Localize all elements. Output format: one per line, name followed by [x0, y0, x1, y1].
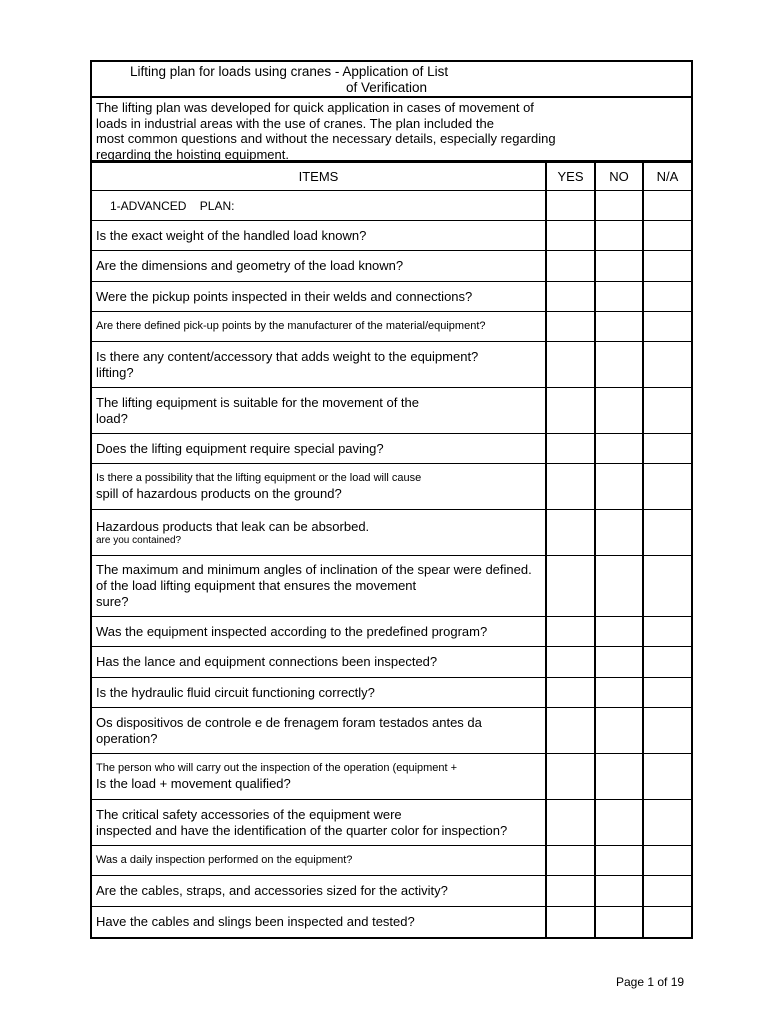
- question-text: [92, 388, 546, 434]
- section-label: 1-ADVANCED PLAN:: [92, 191, 546, 221]
- question-line: of the load lifting equipment that ensures the movement: [96, 578, 417, 593]
- na-checkbox-cell[interactable]: [643, 221, 691, 251]
- na-checkbox-cell[interactable]: [643, 846, 691, 876]
- question-line: The person who will carry out the inspection of the operation (equipment +: [96, 762, 458, 774]
- section-na-cell[interactable]: [643, 191, 691, 221]
- no-checkbox-cell[interactable]: [595, 464, 643, 510]
- question-text: [92, 464, 546, 510]
- na-checkbox-cell[interactable]: [643, 647, 691, 678]
- question-line: lifting?: [96, 364, 134, 380]
- no-checkbox-cell[interactable]: [595, 754, 643, 800]
- page-number: Page 1 of 19: [616, 975, 685, 989]
- question-text: [92, 647, 546, 678]
- checklist-row: [92, 708, 691, 754]
- section-row: [92, 191, 691, 221]
- question-text: [92, 708, 546, 754]
- yes-checkbox-cell[interactable]: [546, 708, 595, 754]
- checklist-row: [92, 678, 691, 708]
- column-header-no: NO: [595, 163, 643, 191]
- no-checkbox-cell[interactable]: [595, 312, 643, 342]
- question-line: Is the exact weight of the handled load known?: [96, 227, 367, 243]
- yes-checkbox-cell[interactable]: [546, 876, 595, 907]
- yes-checkbox-cell[interactable]: [546, 617, 595, 647]
- question-line: Is there any content/accessory that adds weight to the equipment?: [96, 348, 479, 364]
- no-checkbox-cell[interactable]: [595, 510, 643, 556]
- question-text: [92, 221, 546, 251]
- question-text: [92, 907, 546, 937]
- question-line: Was the equipment inspected according to the predefined program?: [96, 623, 488, 639]
- column-header-na: N/A: [643, 163, 691, 191]
- question-line: Has the lance and equipment connections been inspected?: [96, 654, 438, 669]
- title-line-1: Lifting plan for loads using cranes - Application of List: [130, 64, 449, 79]
- table-header-row: [92, 163, 691, 191]
- no-checkbox-cell[interactable]: [595, 907, 643, 937]
- section-yes-cell[interactable]: [546, 191, 595, 221]
- question-text: [92, 556, 546, 617]
- checklist-row: [92, 342, 691, 388]
- question-line: are you contained?: [96, 535, 182, 546]
- yes-checkbox-cell[interactable]: [546, 251, 595, 282]
- na-checkbox-cell[interactable]: [643, 282, 691, 312]
- no-checkbox-cell[interactable]: [595, 434, 643, 464]
- no-checkbox-cell[interactable]: [595, 800, 643, 846]
- na-checkbox-cell[interactable]: [643, 342, 691, 388]
- question-text: [92, 754, 546, 800]
- yes-checkbox-cell[interactable]: [546, 846, 595, 876]
- question-line: Was a daily inspection performed on the equipment?: [96, 854, 353, 866]
- question-line: Is the load + movement qualified?: [96, 776, 291, 791]
- question-line: Are the cables, straps, and accessories sized for the activity?: [96, 883, 448, 898]
- no-checkbox-cell[interactable]: [595, 876, 643, 907]
- na-checkbox-cell[interactable]: [643, 251, 691, 282]
- checklist-row: [92, 907, 691, 937]
- question-line: spill of hazardous products on the ground?: [96, 486, 342, 501]
- checklist-row: [92, 388, 691, 434]
- no-checkbox-cell[interactable]: [595, 846, 643, 876]
- na-checkbox-cell[interactable]: [643, 388, 691, 434]
- question-line: Hazardous products that leak can be absorbed.: [96, 519, 370, 534]
- checklist-row: [92, 312, 691, 342]
- question-text: [92, 876, 546, 907]
- no-checkbox-cell[interactable]: [595, 556, 643, 617]
- intro-line-3: most common questions and without the necessary details, especially regarding: [96, 131, 556, 146]
- yes-checkbox-cell[interactable]: [546, 556, 595, 617]
- yes-checkbox-cell[interactable]: [546, 221, 595, 251]
- checklist-row: [92, 434, 691, 464]
- no-checkbox-cell[interactable]: [595, 282, 643, 312]
- question-line: Does the lifting equipment require special paving?: [96, 440, 384, 456]
- question-line: operation?: [96, 730, 158, 746]
- question-line: Is there a possibility that the lifting equipment or the load will cause: [96, 472, 422, 484]
- no-checkbox-cell[interactable]: [595, 221, 643, 251]
- yes-checkbox-cell[interactable]: [546, 388, 595, 434]
- checklist-row: [92, 846, 691, 876]
- question-line: sure?: [96, 594, 129, 609]
- question-line: The critical safety accessories of the equipment were: [96, 806, 402, 822]
- checklist-row: [92, 800, 691, 846]
- yes-checkbox-cell[interactable]: [546, 647, 595, 678]
- checklist-row: [92, 221, 691, 251]
- question-line: Are the dimensions and geometry of the load known?: [96, 258, 404, 273]
- na-checkbox-cell[interactable]: [643, 876, 691, 907]
- no-checkbox-cell[interactable]: [595, 708, 643, 754]
- na-checkbox-cell[interactable]: [643, 556, 691, 617]
- question-text: [92, 251, 546, 282]
- yes-checkbox-cell[interactable]: [546, 282, 595, 312]
- question-line: Os dispositivos de controle e de frenagem foram testados antes da: [96, 714, 482, 730]
- question-text: [92, 846, 546, 876]
- question-text: [92, 342, 546, 388]
- checklist-row: [92, 251, 691, 282]
- checklist-row: [92, 754, 691, 800]
- question-line: Is the hydraulic fluid circuit functioning correctly?: [96, 684, 375, 700]
- intro-line-2: loads in industrial areas with the use of cranes. The plan included the: [96, 115, 494, 131]
- question-line: inspected and have the identification of the quarter color for inspection?: [96, 822, 508, 838]
- checklist-row: [92, 464, 691, 510]
- question-text: [92, 617, 546, 647]
- no-checkbox-cell[interactable]: [595, 647, 643, 678]
- question-text: [92, 282, 546, 312]
- yes-checkbox-cell[interactable]: [546, 464, 595, 510]
- na-checkbox-cell[interactable]: [643, 907, 691, 937]
- question-text: [92, 800, 546, 846]
- na-checkbox-cell[interactable]: [643, 312, 691, 342]
- checklist-row: [92, 282, 691, 312]
- na-checkbox-cell[interactable]: [643, 708, 691, 754]
- intro-line-1: The lifting plan was developed for quick application in cases of movement of: [96, 100, 534, 115]
- question-line: Have the cables and slings been inspected and tested?: [96, 913, 415, 929]
- yes-checkbox-cell[interactable]: [546, 434, 595, 464]
- question-text: [92, 678, 546, 708]
- checklist-row: [92, 647, 691, 678]
- yes-checkbox-cell[interactable]: [546, 907, 595, 937]
- yes-checkbox-cell[interactable]: [546, 678, 595, 708]
- question-text: [92, 312, 546, 342]
- column-header-yes: YES: [546, 163, 595, 191]
- yes-checkbox-cell[interactable]: [546, 800, 595, 846]
- na-checkbox-cell[interactable]: [643, 434, 691, 464]
- question-line: Are there defined pick-up points by the manufacturer of the material/equipment?: [96, 320, 486, 332]
- question-text: [92, 510, 546, 556]
- no-checkbox-cell[interactable]: [595, 342, 643, 388]
- question-line: Were the pickup points inspected in their welds and connections?: [96, 288, 473, 304]
- intro-line-4: regarding the hoisting equipment.: [96, 146, 289, 162]
- question-line: The maximum and minimum angles of inclination of the spear were defined.: [96, 562, 532, 577]
- no-checkbox-cell[interactable]: [595, 388, 643, 434]
- no-checkbox-cell[interactable]: [595, 678, 643, 708]
- checklist-row: [92, 617, 691, 647]
- checklist-row: [92, 556, 691, 617]
- question-line: load?: [96, 410, 128, 426]
- na-checkbox-cell[interactable]: [643, 510, 691, 556]
- intro-paragraph: [92, 98, 691, 162]
- yes-checkbox-cell[interactable]: [546, 342, 595, 388]
- yes-checkbox-cell[interactable]: [546, 754, 595, 800]
- na-checkbox-cell[interactable]: [643, 617, 691, 647]
- section-no-cell[interactable]: [595, 191, 643, 221]
- na-checkbox-cell[interactable]: [643, 678, 691, 708]
- na-checkbox-cell[interactable]: [643, 464, 691, 510]
- column-header-items: ITEMS: [92, 163, 546, 191]
- title-line-2: of Verification: [346, 80, 428, 95]
- checklist-sheet: [90, 60, 693, 939]
- question-line: The lifting equipment is suitable for the movement of the: [96, 394, 420, 410]
- na-checkbox-cell[interactable]: [643, 800, 691, 846]
- yes-checkbox-cell[interactable]: [546, 510, 595, 556]
- yes-checkbox-cell[interactable]: [546, 312, 595, 342]
- checklist-table: [92, 162, 691, 937]
- question-text: [92, 434, 546, 464]
- na-checkbox-cell[interactable]: [643, 754, 691, 800]
- document-title: [92, 62, 691, 98]
- checklist-row: [92, 876, 691, 907]
- no-checkbox-cell[interactable]: [595, 617, 643, 647]
- no-checkbox-cell[interactable]: [595, 251, 643, 282]
- checklist-row: [92, 510, 691, 556]
